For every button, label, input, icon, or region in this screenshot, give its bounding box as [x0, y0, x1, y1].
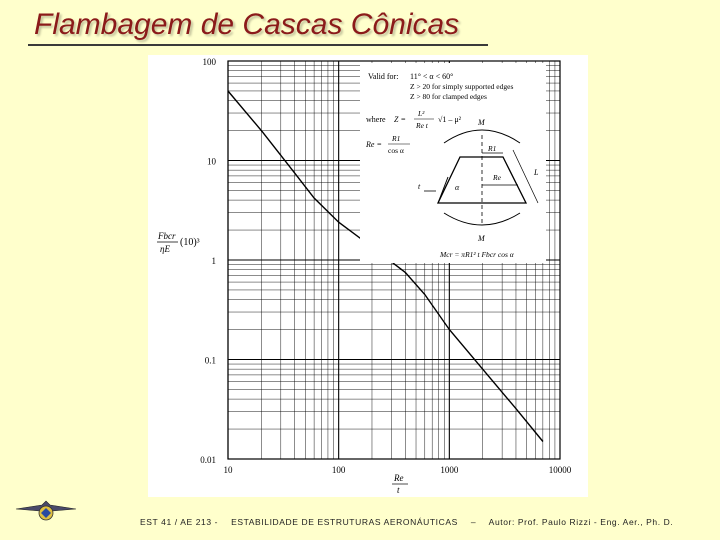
inset-z-lhs: Z = — [394, 115, 406, 124]
x-tick-label: 1000 — [440, 465, 459, 475]
footer — [140, 517, 700, 527]
inset-l-label: L — [534, 168, 539, 177]
slide-title: Flambagem de Cascas Cônicas — [34, 8, 460, 41]
inset-condition-alpha: 11° < α < 60° — [410, 72, 454, 81]
y-tick-labels — [200, 57, 216, 465]
y-label-factor: (10)³ — [180, 237, 200, 248]
inset-condition-clamped: Z > 80 for clamped edges — [410, 92, 487, 101]
footer-author: Autor: Prof. Paulo Rizzi - Eng. Aer., Ph. D. — [488, 517, 674, 527]
inset-z-tail: √1 – μ² — [438, 115, 462, 124]
footer-course: EST 41 / AE 213 - — [140, 517, 219, 527]
footer-separator: – — [470, 517, 477, 527]
y-tick-label: 0.1 — [204, 355, 216, 366]
inset-moment-formula: Mcr = πR1² t Fbcr cos α — [440, 250, 514, 259]
inset-z-denominator: Re t — [416, 121, 428, 130]
inset-r1-label: R1 — [488, 144, 497, 153]
inset-alpha-label: α — [455, 183, 460, 192]
footer-subject: ESTABILIDADE DE ESTRUTURAS AERONÁUTICAS — [231, 517, 458, 527]
ita-logo — [14, 497, 78, 527]
inset-re-numerator: R1 — [392, 134, 401, 143]
inset-re-denominator: cos α — [388, 146, 404, 155]
buckling-chart — [148, 55, 588, 497]
x-tick-label: 100 — [331, 465, 346, 475]
inset-t-label: t — [418, 182, 421, 191]
inset-moment-top: M — [478, 118, 485, 127]
inset-z-numerator: L² — [418, 109, 425, 118]
title-underline — [28, 44, 488, 46]
inset-panel — [360, 63, 546, 263]
x-label-denominator: t — [397, 485, 400, 495]
x-label-numerator: Re — [394, 473, 404, 483]
chart-figure — [148, 55, 588, 497]
y-label-denominator: ηE — [160, 244, 170, 254]
x-tick-label: 10 — [223, 465, 233, 475]
inset-where: where — [366, 115, 386, 124]
x-axis-label — [392, 473, 408, 495]
y-label-numerator: Fbcr — [158, 231, 176, 241]
y-tick-label: 0.01 — [200, 455, 216, 465]
inset-re-label: Re — [493, 173, 501, 182]
x-tick-label: 10000 — [548, 465, 572, 475]
inset-valid-for: Valid for: — [368, 72, 399, 81]
inset-moment-bottom: M — [478, 234, 485, 243]
y-axis-label — [157, 231, 200, 254]
y-tick-label: 1 — [211, 256, 216, 266]
inset-condition-ss: Z > 20 for simply supported edges — [410, 82, 514, 91]
y-tick-label: 10 — [207, 156, 216, 167]
inset-re-lhs: Re = — [366, 140, 382, 149]
y-tick-label: 100 — [202, 57, 216, 67]
